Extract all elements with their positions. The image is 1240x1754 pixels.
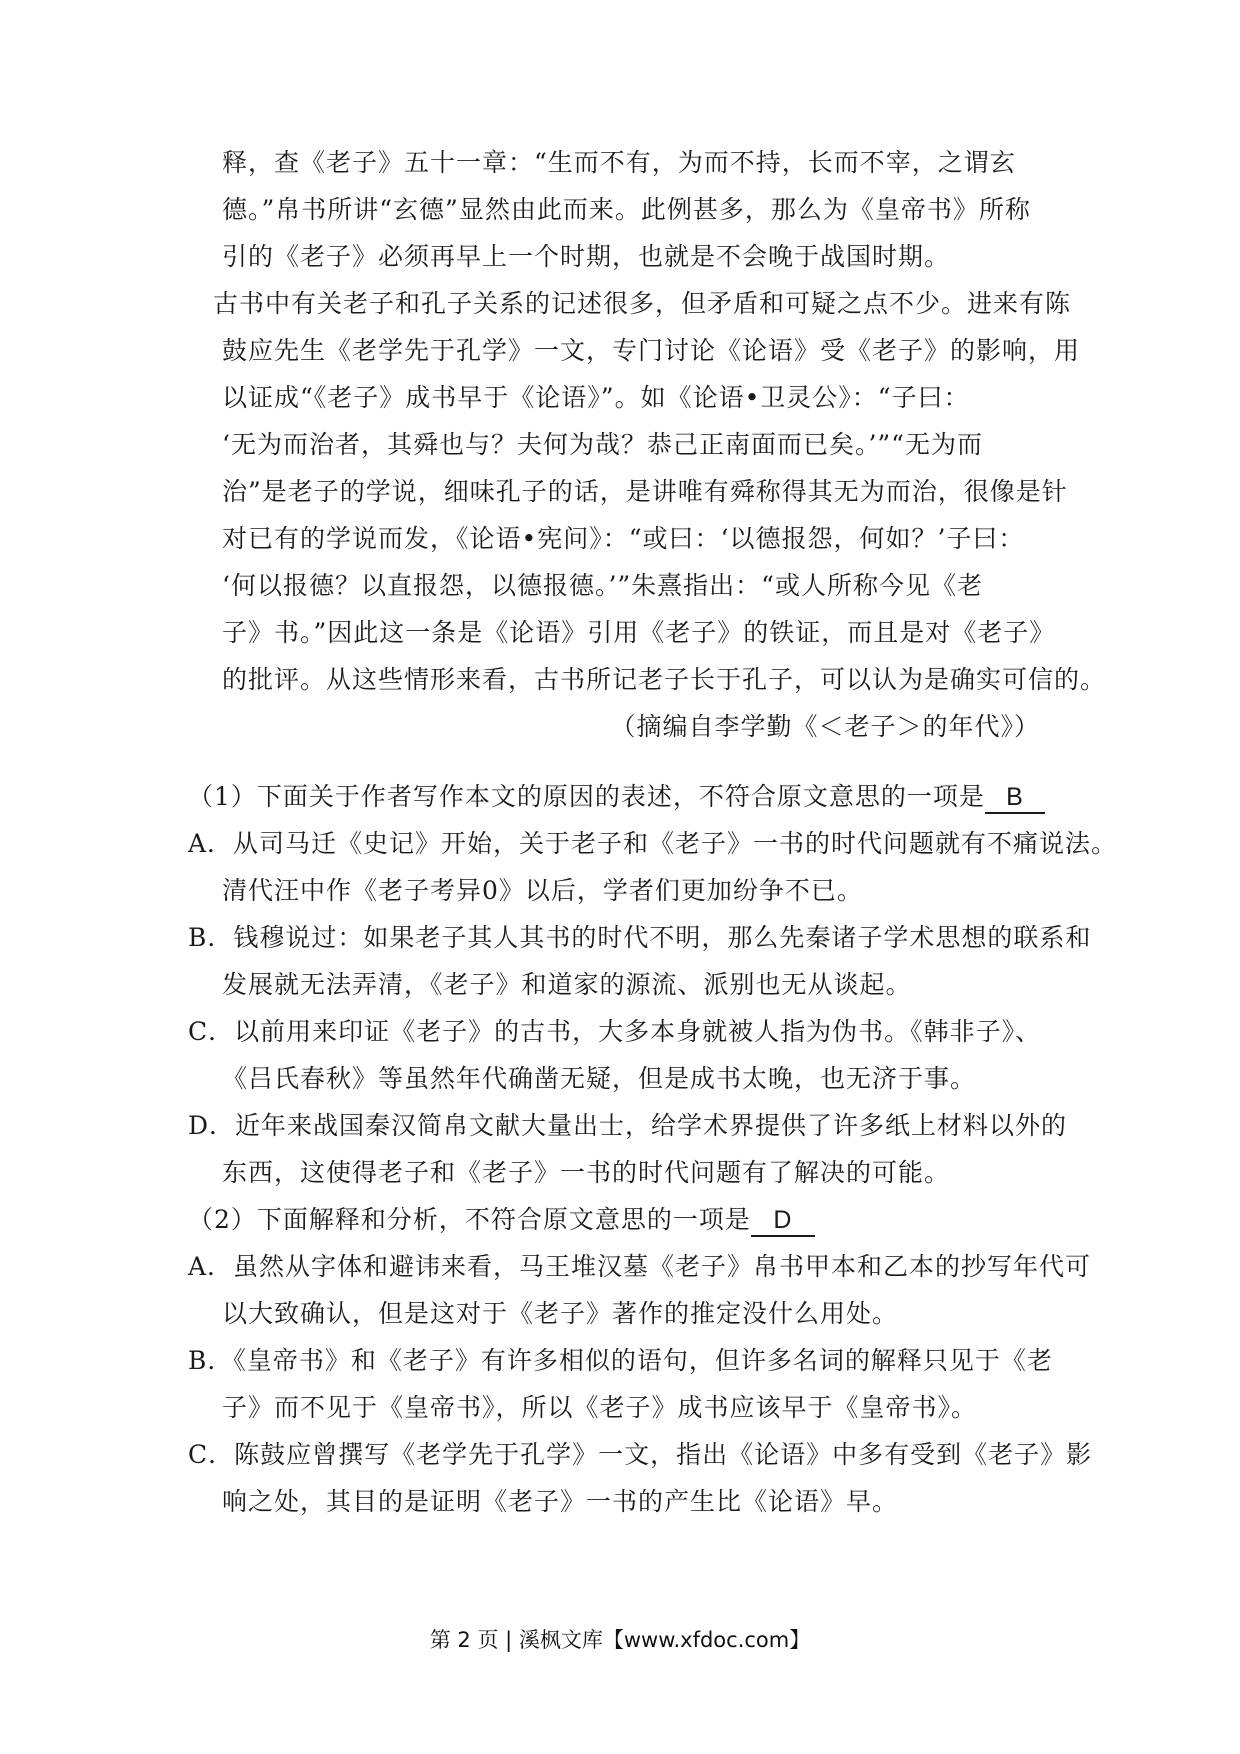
- question-stem-text: （1）下面关于作者写作本文的原因的表述，不符合原文意思的一项是: [188, 782, 985, 811]
- option-d: D．近年来战国秦汉简帛文献大量出士，给学术界提供了许多纸上材料以外的: [188, 1111, 1068, 1140]
- answer-blank: B: [985, 782, 1045, 814]
- option-c: C．陈鼓应曾撰写《老学先于孔学》一文，指出《论语》中多有受到《老子》影: [188, 1440, 1093, 1469]
- option-d-cont: 东西，这使得老子和《老子》一书的时代问题有了解决的可能。: [222, 1158, 951, 1187]
- passage-line: 的批评。从这些情形来看，古书所记老子长于孔子，可以认为是确实可信的。: [222, 665, 1107, 694]
- passage-line: ‘何以报德？以直报怨，以德报德。’”朱熹指出：“或人所称今见《老: [222, 571, 983, 600]
- passage-source: （摘编自李学勤《＜老子＞的年代》）: [610, 712, 1040, 741]
- option-b: B．《皇帝书》和《老子》有许多相似的语句，但许多名词的解释只见于《老: [188, 1346, 1053, 1375]
- passage-line: 子》书。”因此这一条是《论语》引用《老子》的铁证，而且是对《老子》: [222, 618, 1056, 647]
- answer-blank: D: [751, 1205, 815, 1237]
- option-a: A．从司马迁《史记》开始，关于老子和《老子》一书的时代问题就有不痛说法。: [188, 829, 1118, 858]
- option-a-cont: 清代汪中作《老子考异0》以后，学者们更加纷争不已。: [222, 876, 863, 905]
- option-c: C．以前用来印证《老子》的古书，大多本身就被人指为伪书。《韩非子》、: [188, 1017, 1042, 1046]
- passage-line: 鼓应先生《老学先于孔学》一文，专门讨论《论语》受《老子》的影响，用: [222, 336, 1081, 365]
- passage-line: 以证成“《老子》成书早于《论语》”。如《论语•卫灵公》：“子曰：: [222, 383, 970, 412]
- option-c-cont: 响之处，其目的是证明《老子》一书的产生比《论语》早。: [222, 1487, 899, 1516]
- question-stem: [188, 1203, 815, 1237]
- passage-line: 古书中有关老子和孔子关系的记述很多，但矛盾和可疑之点不少。进来有陈: [213, 289, 1072, 318]
- passage-line: ‘无为而治者，其舜也与？夫何为哉？恭己正南面而已矣。’”“无为而: [222, 430, 983, 459]
- passage-line: 德。”帛书所讲“玄德”显然由此而来。此例甚多，那么为《皇帝书》所称: [222, 195, 1031, 224]
- passage-line: 引的《老子》必须再早上一个时期，也就是不会晚于战国时期。: [222, 242, 951, 271]
- option-c-cont: 《吕氏春秋》等虽然年代确凿无疑，但是成书太晚，也无济于事。: [222, 1064, 977, 1093]
- passage-line: 释，查《老子》五十一章：“生而不有，为而不持，长而不宰，之谓玄: [222, 148, 1016, 177]
- page-footer: 第 2 页 | 溪枫文库【www.xfdoc.com】: [429, 1628, 811, 1652]
- question-stem-text: （2）下面解释和分析，不符合原文意思的一项是: [188, 1205, 751, 1234]
- option-b: B．钱穆说过：如果老子其人其书的时代不明，那么先秦诸子学术思想的联系和: [188, 923, 1092, 952]
- option-b-cont: 子》而不见于《皇帝书》，所以《老子》成书应该早于《皇帝书》。: [222, 1393, 978, 1422]
- question-stem: [188, 780, 1045, 814]
- passage-line: 对已有的学说而发，《论语•宪问》：“或曰：‘以德报怨，何如？’子曰：: [222, 524, 1025, 553]
- option-a-cont: 以大致确认，但是这对于《老子》著作的推定没什么用处。: [222, 1299, 899, 1328]
- passage-line: 治”是老子的学说，细味孔子的话，是讲唯有舜称得其无为而治，很像是针: [222, 477, 1068, 506]
- option-b-cont: 发展就无法弄清，《老子》和道家的源流、派别也无从谈起。: [222, 970, 912, 999]
- option-a: A．虽然从字体和避讳来看，马王堆汉墓《老子》帛书甲本和乙本的抄写年代可: [188, 1252, 1092, 1281]
